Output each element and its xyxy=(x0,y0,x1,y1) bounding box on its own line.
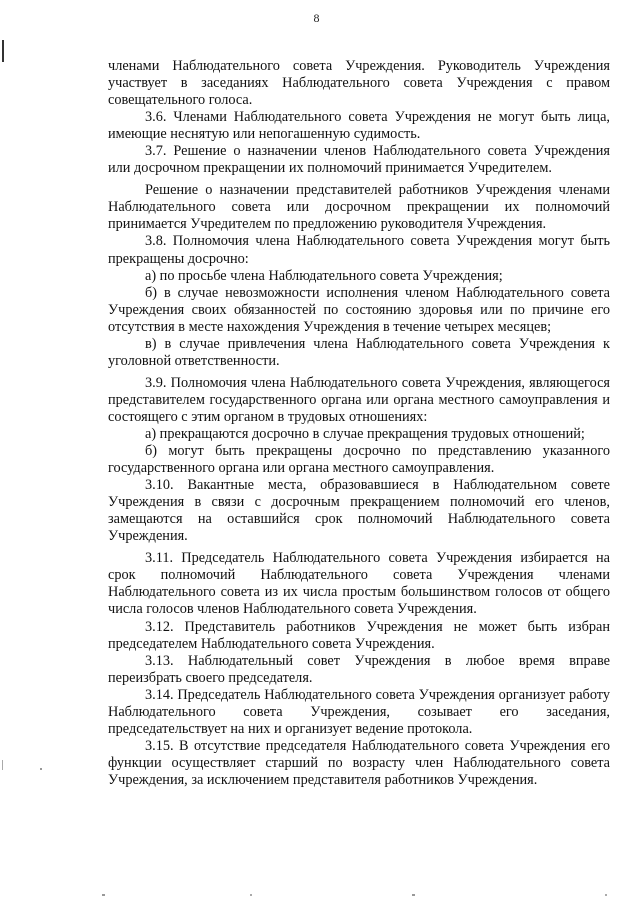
paragraph: 3.12. Представитель работников Учреждения не может быть избран председателем Наблюдательного совета Учреждения. xyxy=(108,618,610,652)
paragraph: 3.6. Членами Наблюдательного совета Учреждения не могут быть лица, имеющие неснятую или непогашенную судимость. xyxy=(108,109,610,143)
document-body xyxy=(108,58,610,789)
paragraph: членами Наблюдательного совета Учреждения. Руководитель Учреждения участвует в заседаниях Наблюдательного совета Учреждения с правом совещательного голоса. xyxy=(108,58,610,109)
page-number: 8 xyxy=(313,11,320,25)
paragraph: 3.9. Полномочия члена Наблюдательного совета Учреждения, являющегося представителем государственного органа или органа местного самоуправления и состоящего с этим органом в трудовых отношениях: xyxy=(108,374,610,425)
paragraph: 3.15. В отсутствие председателя Наблюдательного совета Учреждения его функции осуществляет старший по возрасту член Наблюдательного совета Учреждения, за исключением представителя работников Учреждения. xyxy=(108,737,610,788)
paragraph: 3.13. Наблюдательный совет Учреждения в любое время вправе переизбрать своего председателя. xyxy=(108,652,610,686)
paragraph: 3.8. Полномочия члена Наблюдательного совета Учреждения могут быть прекращены досрочно: xyxy=(108,233,610,267)
list-item: а) по просьбе члена Наблюдательного совета Учреждения; xyxy=(145,267,503,284)
paragraph: Решение о назначении представителей работников Учреждения членами Наблюдательного совета или досрочном прекращении их полномочий принимается Учредителем по предложению руководителя Учреждения. xyxy=(108,182,610,233)
list-item: б) могут быть прекращены досрочно по представлению указанного государственного органа или органа местного самоуправления. xyxy=(108,443,610,477)
list-item: а) прекращаются досрочно в случае прекращения трудовых отношений; xyxy=(145,425,585,442)
paragraph: 3.11. Председатель Наблюдательного совета Учреждения избирается на срок полномочий Наблюдательного совета Учреждения членами Наблюдательного совета из их числа простым большинством голосов от общего числа голосов членов Наблюдательного совета Учреждения. xyxy=(108,550,610,618)
scan-speck xyxy=(40,768,42,770)
paragraph: 3.7. Решение о назначении членов Наблюдательного совета Учреждения или досрочном прекращении их полномочий принимается Учредителем. xyxy=(108,143,610,177)
paragraph: 3.14. Председатель Наблюдательного совета Учреждения организует работу Наблюдательного совета Учреждения, созывает его заседания, председательствует на них и организует ведение протокола. xyxy=(108,686,610,737)
list-item: в) в случае привлечения члена Наблюдательного совета Учреждения к уголовной ответственности. xyxy=(108,335,610,369)
list-item: б) в случае невозможности исполнения членом Наблюдательного совета Учреждения своих обязанностей по состоянию здоровья или по причине его отсутствия в месте нахождения Учреждения в течение четырех месяцев; xyxy=(108,284,610,335)
scan-edge-mark xyxy=(2,40,4,62)
scan-bottom-marks xyxy=(100,893,620,897)
paragraph: 3.10. Вакантные места, образовавшиеся в Наблюдательном совете Учреждения в связи с досрочным прекращением полномочий его членов, замещаются на оставшийся срок полномочий Наблюдательного совета Учреждения. xyxy=(108,477,610,545)
scan-edge-mark xyxy=(2,760,3,770)
